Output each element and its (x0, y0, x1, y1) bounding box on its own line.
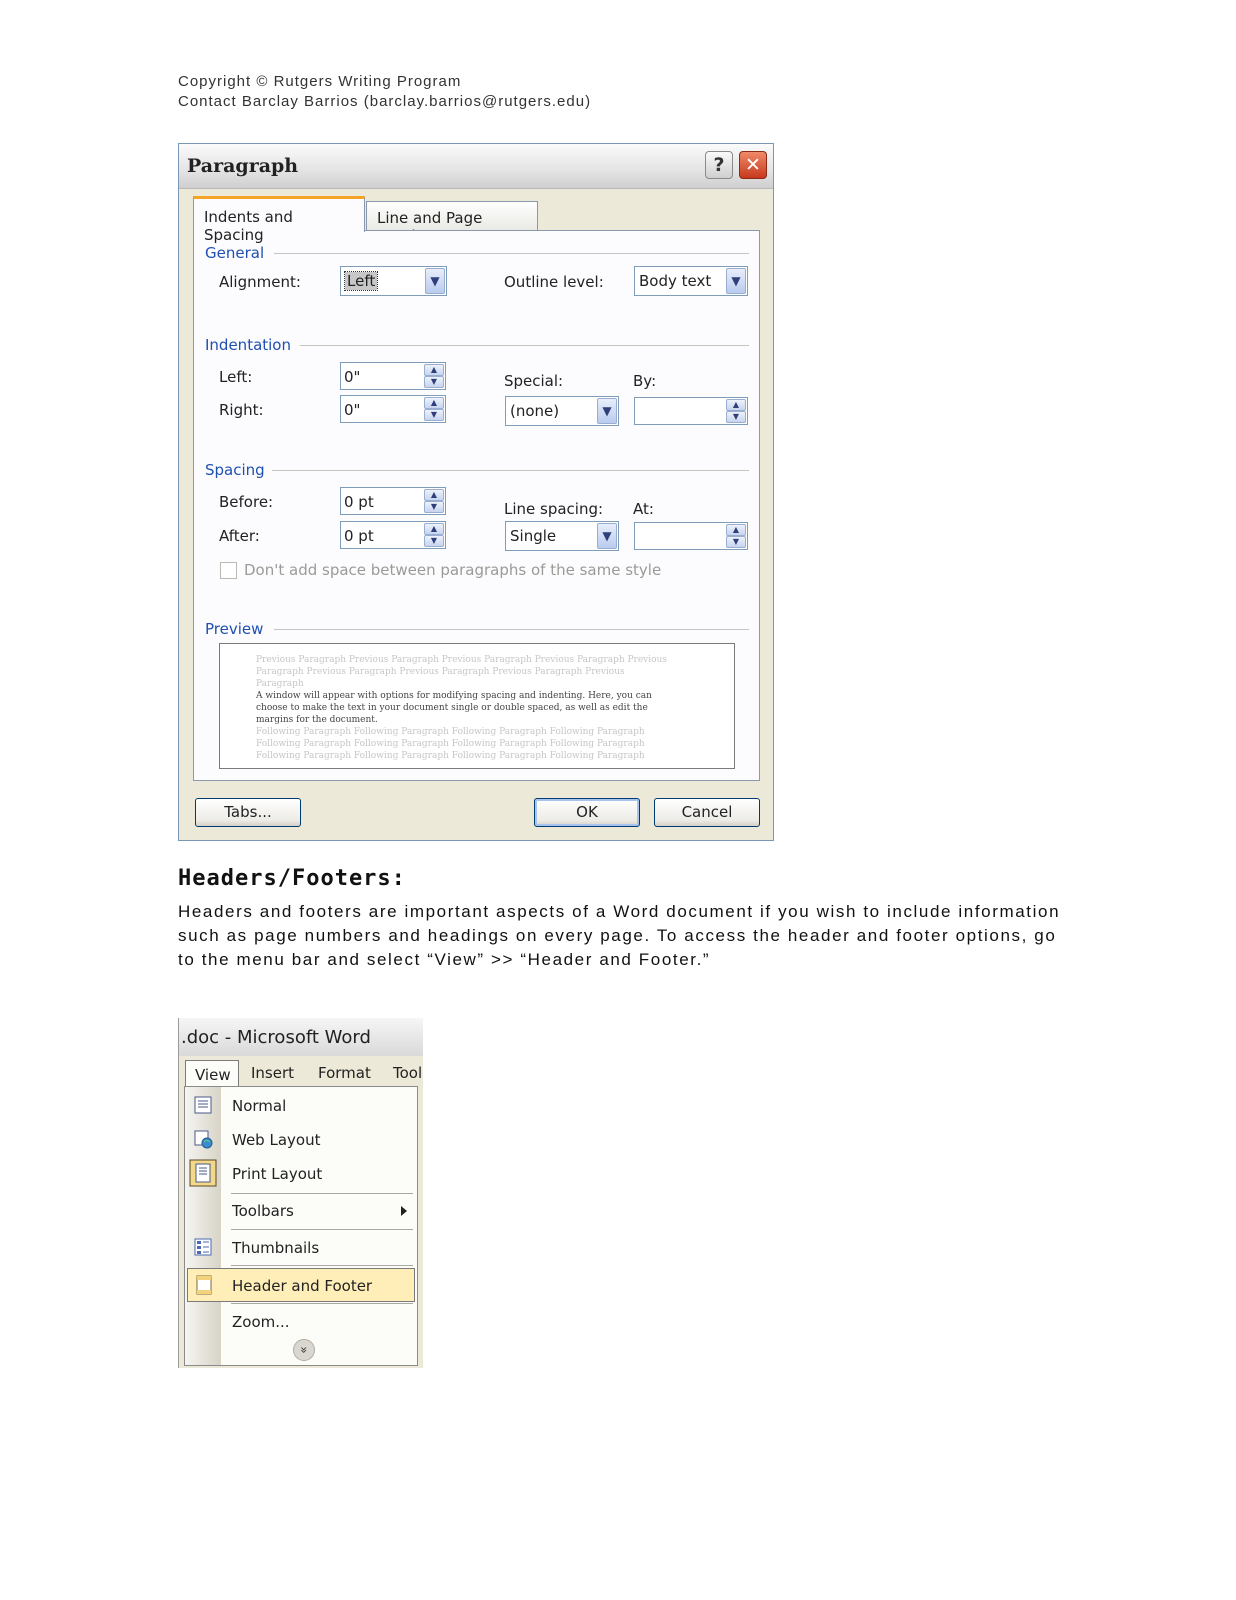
arrow-up-icon[interactable]: ▲ (424, 523, 444, 535)
arrow-up-icon[interactable]: ▲ (424, 364, 444, 376)
left-indent-value: 0" (344, 368, 361, 386)
at-label: At: (633, 500, 654, 518)
menu-insert[interactable]: Insert (251, 1064, 295, 1082)
dialog-titlebar (179, 144, 773, 189)
right-indent-label: Right: (219, 401, 264, 419)
menu-bar (179, 1056, 423, 1088)
arrow-up-icon[interactable]: ▲ (424, 489, 444, 501)
right-indent-value: 0" (344, 401, 361, 419)
before-value: 0 pt (344, 493, 374, 511)
spinner-arrows[interactable] (424, 523, 444, 547)
menu-item-label: Header and Footer (232, 1277, 373, 1295)
menu-tools[interactable]: Tool (393, 1064, 423, 1082)
contact-line: Contact Barclay Barrios (barclay.barrios@rutgers.edu) (178, 93, 592, 110)
special-select[interactable] (505, 396, 619, 426)
section-heading: Headers/Footers: (178, 866, 406, 891)
arrow-up-icon[interactable]: ▲ (726, 399, 746, 411)
no-space-checkbox-label: Don't add space between paragraphs of the same style (244, 561, 662, 579)
document-header (178, 72, 591, 112)
divider (274, 629, 749, 630)
chevron-down-icon[interactable]: ▼ (425, 268, 445, 294)
left-indent-label: Left: (219, 368, 253, 386)
tab-line-and-page-breaks[interactable]: Line and Page (366, 201, 538, 231)
menu-item-normal[interactable] (185, 1089, 417, 1123)
menu-view[interactable]: View (185, 1060, 239, 1088)
divider (272, 470, 749, 471)
spinner-arrows[interactable] (726, 524, 746, 548)
section-general: General (205, 244, 265, 262)
divider (300, 345, 749, 346)
line-spacing-select[interactable] (505, 521, 619, 551)
section-indentation: Indentation (205, 336, 291, 354)
menu-item-label: Web Layout (232, 1131, 321, 1149)
special-value: (none) (510, 402, 560, 420)
preview-box (219, 643, 735, 769)
menu-item-label: Normal (232, 1097, 287, 1115)
paragraph-dialog (178, 143, 774, 841)
chevron-down-icon[interactable]: ▼ (597, 523, 617, 549)
after-spinner[interactable] (340, 521, 446, 549)
menu-separator (231, 1229, 413, 1230)
word-title: .doc - Microsoft Word (181, 1027, 371, 1048)
spinner-arrows[interactable] (726, 399, 746, 423)
dialog-title: Paragraph (187, 155, 299, 177)
line-spacing-label: Line spacing: (504, 500, 604, 518)
outline-level-select[interactable] (634, 266, 748, 296)
arrow-down-icon[interactable]: ▼ (424, 535, 444, 547)
no-space-checkbox[interactable] (220, 562, 237, 579)
copyright-line: Copyright © Rutgers Writing Program (178, 73, 462, 90)
outline-level-label: Outline level: (504, 273, 604, 291)
arrow-up-icon[interactable]: ▲ (424, 397, 444, 409)
outline-level-value: Body text (639, 272, 712, 290)
menu-format[interactable]: Format (318, 1064, 371, 1082)
web-layout-icon (193, 1129, 213, 1149)
menu-item-label: Zoom... (232, 1313, 290, 1331)
menu-item-thumbnails[interactable] (185, 1231, 417, 1265)
left-indent-spinner[interactable] (340, 362, 446, 390)
section-paragraph: Headers and footers are important aspects of a Word document if you wish to include information such as page numbers and headings on every page. To access the header and footer options, go to the menu bar and select “View” >> “Header and Footer.” (178, 902, 1061, 969)
arrow-down-icon[interactable]: ▼ (424, 409, 444, 421)
view-menu (184, 1086, 418, 1366)
word-titlebar (179, 1018, 423, 1057)
divider (274, 253, 749, 254)
menu-item-zoom[interactable] (185, 1305, 417, 1339)
arrow-down-icon[interactable]: ▼ (424, 376, 444, 388)
by-spinner[interactable] (634, 397, 748, 425)
preview-previous-text: Previous Paragraph Previous Paragraph Previous Paragraph Previous Paragraph Previous Paragraph Previous Paragraph Previous Paragraph Previous Paragraph Previous Paragraph (256, 655, 667, 689)
menu-item-label: Toolbars (232, 1202, 294, 1220)
help-button[interactable]: ? (705, 151, 733, 179)
section-spacing: Spacing (205, 461, 265, 479)
tab-indents-and-spacing[interactable]: Indents and Spacing (193, 196, 365, 232)
submenu-arrow-icon (401, 1206, 407, 1216)
preview-following-text: Following Paragraph Following Paragraph Following Paragraph Following Paragraph Following Paragraph Following Paragraph Following Paragraph Following Paragraph Following Paragraph Following Paragraph Following Paragraph Following Paragraph (256, 727, 645, 761)
menu-item-print-layout[interactable] (185, 1157, 417, 1191)
right-indent-spinner[interactable] (340, 395, 446, 423)
after-label: After: (219, 527, 260, 545)
header-footer-icon (194, 1275, 214, 1295)
alignment-label: Alignment: (219, 273, 301, 291)
arrow-up-icon[interactable]: ▲ (726, 524, 746, 536)
after-value: 0 pt (344, 527, 374, 545)
special-label: Special: (504, 372, 564, 390)
preview-sample-text: A window will appear with options for modifying spacing and indenting. Here, you can choose to make the text in your document single or double spaced, as well as edit the margins for the document. (256, 691, 652, 725)
menu-item-web-layout[interactable] (185, 1123, 417, 1157)
expand-menu-icon[interactable]: » (293, 1339, 315, 1361)
alignment-value: Left (347, 272, 376, 290)
menu-item-label: Print Layout (232, 1165, 323, 1183)
menu-item-label: Thumbnails (232, 1239, 320, 1257)
before-label: Before: (219, 493, 274, 511)
close-button[interactable]: ✕ (739, 151, 767, 179)
print-layout-icon (189, 1159, 217, 1187)
alignment-select[interactable] (340, 266, 447, 296)
arrow-down-icon[interactable]: ▼ (726, 411, 746, 423)
chevron-down-icon[interactable]: ▼ (597, 398, 617, 424)
menu-separator (231, 1265, 413, 1266)
normal-view-icon (193, 1095, 213, 1115)
word-window (178, 1018, 423, 1368)
ok-button[interactable]: OK (534, 798, 640, 827)
spinner-arrows[interactable] (424, 489, 444, 513)
chevron-down-icon[interactable]: ▼ (726, 268, 746, 294)
line-spacing-value: Single (510, 527, 557, 545)
section-preview: Preview (205, 620, 264, 638)
spinner-arrows[interactable] (424, 364, 444, 388)
spinner-arrows[interactable] (424, 397, 444, 421)
menu-separator (231, 1303, 413, 1304)
cancel-button[interactable]: Cancel (654, 798, 760, 827)
before-spinner[interactable] (340, 487, 446, 515)
thumbnails-icon (193, 1237, 213, 1257)
menu-item-header-and-footer[interactable] (187, 1268, 415, 1302)
by-label: By: (633, 372, 657, 390)
at-spinner[interactable] (634, 522, 748, 550)
menu-item-toolbars[interactable] (185, 1194, 417, 1228)
tabs-button[interactable]: Tabs... (195, 798, 301, 827)
arrow-down-icon[interactable]: ▼ (424, 501, 444, 513)
arrow-down-icon[interactable]: ▼ (726, 536, 746, 548)
